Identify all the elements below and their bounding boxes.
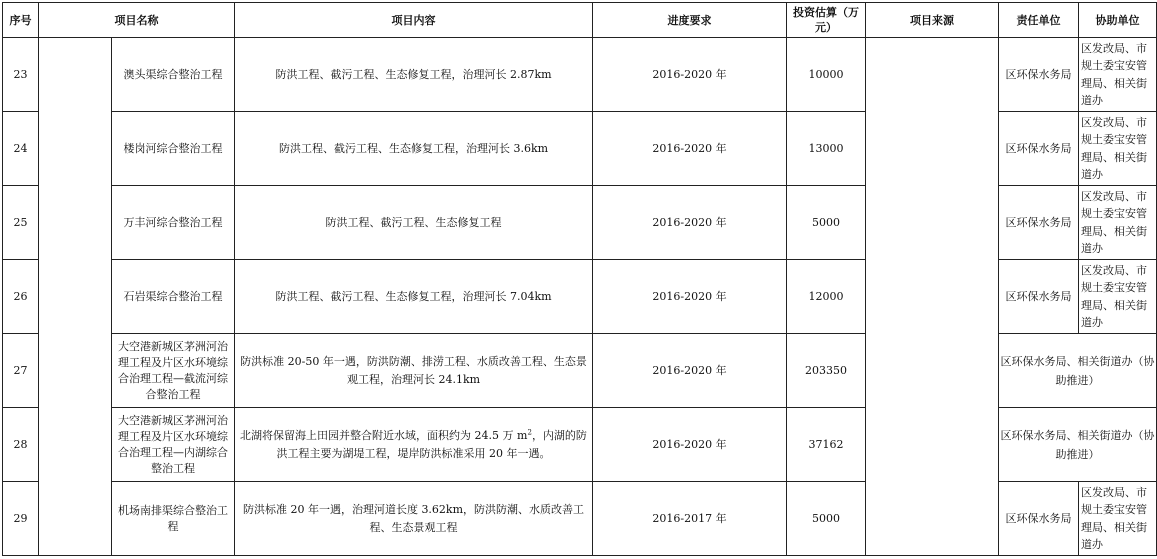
row-owner: 区环保水务局 [999, 112, 1079, 186]
row-seq: 28 [3, 408, 39, 482]
category-cell [39, 38, 112, 556]
row-assist: 区发改局、市规土委宝安管理局、相关街道办 [1079, 112, 1157, 186]
row-content: 防洪标准 20 年一遇，治理河道长度 3.62km，防洪防潮、水质改善工程、生态景观工程 [235, 482, 593, 556]
header-owner: 责任单位 [999, 3, 1079, 38]
header-content: 项目内容 [235, 3, 593, 38]
row-investment: 13000 [787, 112, 866, 186]
row-schedule: 2016-2017 年 [593, 482, 787, 556]
row-investment: 5000 [787, 186, 866, 260]
row-owner: 区环保水务局 [999, 482, 1079, 556]
row-name: 万丰河综合整治工程 [112, 186, 235, 260]
row-content-superscript: 2 [527, 427, 532, 436]
row-content [235, 408, 593, 482]
header-investment: 投资估算（万元） [787, 3, 866, 38]
table-row [3, 38, 1157, 112]
row-schedule: 2016-2020 年 [593, 38, 787, 112]
row-name: 大空港新城区茅洲河治理工程及片区水环境综合治理工程—内湖综合整治工程 [112, 408, 235, 482]
row-name: 楼岗河综合整治工程 [112, 112, 235, 186]
row-content: 防洪标准 20-50 年一遇，防洪防潮、排涝工程、水质改善工程、生态景观工程，治理河长 24.1km [235, 334, 593, 408]
row-content: 防洪工程、截污工程、生态修复工程，治理河长 3.6km [235, 112, 593, 186]
row-name: 机场南排渠综合整治工程 [112, 482, 235, 556]
row-seq: 24 [3, 112, 39, 186]
row-schedule: 2016-2020 年 [593, 112, 787, 186]
row-owner: 区环保水务局 [999, 260, 1079, 334]
row-seq: 27 [3, 334, 39, 408]
row-name: 石岩渠综合整治工程 [112, 260, 235, 334]
row-assist: 区发改局、市规土委宝安管理局、相关街道办 [1079, 186, 1157, 260]
header-schedule: 进度要求 [593, 3, 787, 38]
header-assist: 协助单位 [1079, 3, 1157, 38]
row-seq: 25 [3, 186, 39, 260]
row-investment: 12000 [787, 260, 866, 334]
row-schedule: 2016-2020 年 [593, 334, 787, 408]
row-seq: 23 [3, 38, 39, 112]
row-investment: 37162 [787, 408, 866, 482]
row-owner-assist-merged: 区环保水务局、相关街道办（协助推进） [999, 334, 1157, 408]
source-cell [866, 38, 999, 556]
row-assist: 区发改局、市规土委宝安管理局、相关街道办 [1079, 482, 1157, 556]
row-owner-assist-merged: 区环保水务局、相关街道办（协助推进） [999, 408, 1157, 482]
row-content-part-a: 北湖将保留海上田园并整合附近水域，面积约为 24.5 万 m [240, 428, 528, 442]
header-name: 项目名称 [39, 3, 235, 38]
row-schedule: 2016-2020 年 [593, 186, 787, 260]
header-seq: 序号 [3, 3, 39, 38]
row-investment: 5000 [787, 482, 866, 556]
row-owner: 区环保水务局 [999, 186, 1079, 260]
row-content: 防洪工程、截污工程、生态修复工程 [235, 186, 593, 260]
header-row [3, 3, 1157, 38]
row-name: 澳头渠综合整治工程 [112, 38, 235, 112]
project-table [2, 2, 1157, 556]
row-name: 大空港新城区茅洲河治理工程及片区水环境综合治理工程—截流河综合整治工程 [112, 334, 235, 408]
row-schedule: 2016-2020 年 [593, 408, 787, 482]
row-seq: 29 [3, 482, 39, 556]
header-source: 项目来源 [866, 3, 999, 38]
row-assist: 区发改局、市规土委宝安管理局、相关街道办 [1079, 38, 1157, 112]
row-content: 防洪工程、截污工程、生态修复工程，治理河长 2.87km [235, 38, 593, 112]
row-content: 防洪工程、截污工程、生态修复工程，治理河长 7.04km [235, 260, 593, 334]
row-content-part-b: ，内湖的防洪工程主要为湖堤工程，堤岸防洪标准采用 20 年一遇。 [276, 428, 587, 460]
row-investment: 203350 [787, 334, 866, 408]
row-owner: 区环保水务局 [999, 38, 1079, 112]
row-schedule: 2016-2020 年 [593, 260, 787, 334]
row-assist: 区发改局、市规土委宝安管理局、相关街道办 [1079, 260, 1157, 334]
row-investment: 10000 [787, 38, 866, 112]
row-seq: 26 [3, 260, 39, 334]
